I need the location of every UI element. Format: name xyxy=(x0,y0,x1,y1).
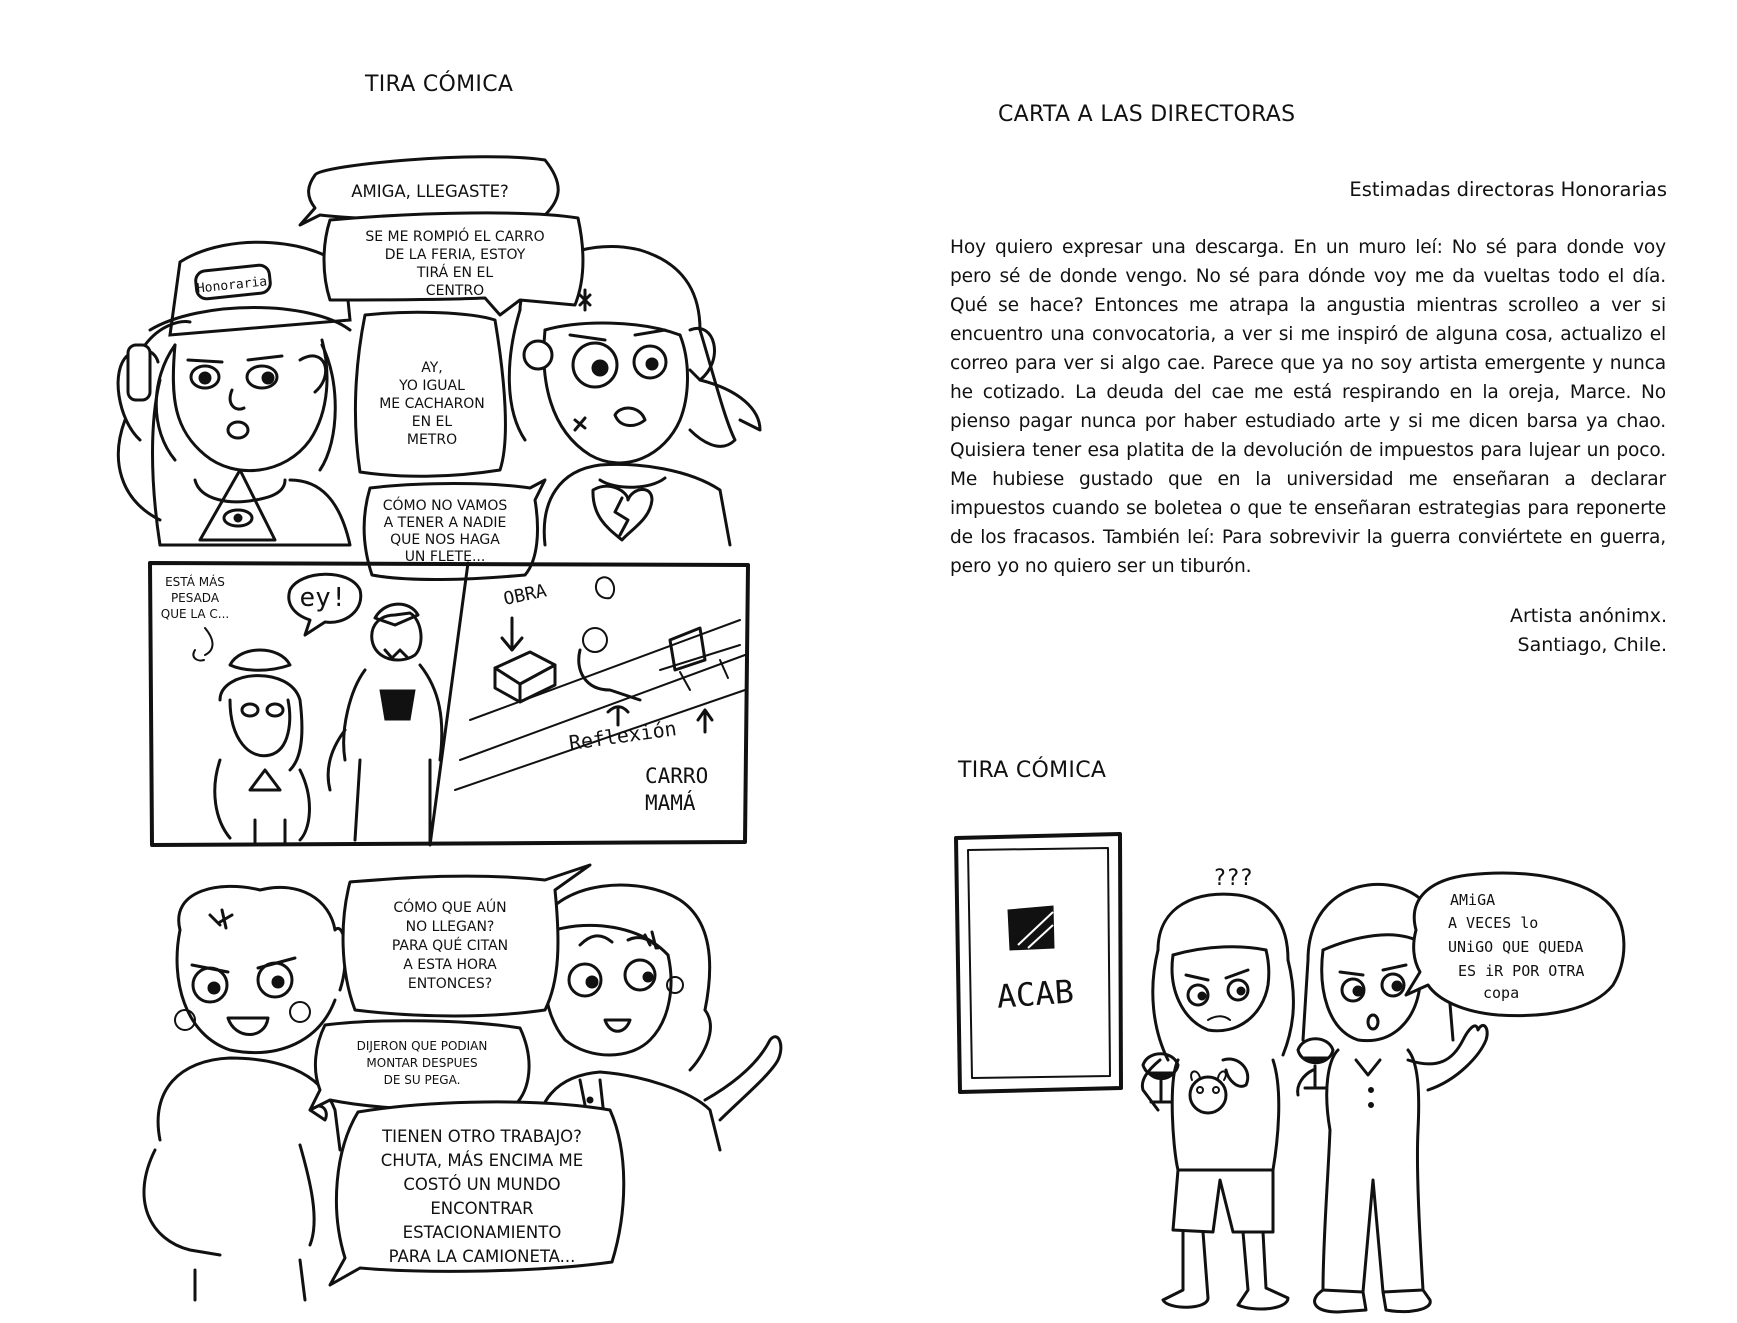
svg-text:PARA QUÉ CITAN: PARA QUÉ CITAN xyxy=(391,938,509,954)
svg-text:YO IGUAL: YO IGUAL xyxy=(399,378,465,394)
signature-author: Artista anónimx. xyxy=(1510,605,1667,627)
svg-text:A TENER A NADIE: A TENER A NADIE xyxy=(383,515,507,531)
svg-text:AY,: AY, xyxy=(421,360,443,376)
speech-bubble-tienen-otro-trabajo xyxy=(330,1102,624,1285)
speech-bubble-dijeron-que xyxy=(310,1021,529,1110)
svg-text:ESTACIONAMIENTO: ESTACIONAMIENTO xyxy=(402,1223,562,1242)
svg-text:???: ??? xyxy=(1213,866,1253,891)
svg-text:ey!: ey! xyxy=(299,583,347,613)
speech-bubble-carro-feria xyxy=(324,213,583,315)
svg-text:OBRA: OBRA xyxy=(501,580,549,610)
svg-text:EN EL: EN EL xyxy=(411,414,453,430)
svg-text:TIRÁ EN EL: TIRÁ EN EL xyxy=(416,265,494,281)
svg-text:DE SU PEGA.: DE SU PEGA. xyxy=(383,1073,461,1087)
right-comic-heading: TIRA CÓMICA xyxy=(958,758,1107,783)
speech-bubble-amiga-a-veces xyxy=(1406,873,1624,1016)
svg-text:TIENEN OTRO TRABAJO?: TIENEN OTRO TRABAJO? xyxy=(382,1127,582,1146)
svg-text:DE LA FERIA, ESTOY: DE LA FERIA, ESTOY xyxy=(384,247,526,263)
letter-greeting: Estimadas directoras Honorarias xyxy=(1349,178,1667,201)
speech-bubble-ay-yo-igual xyxy=(355,312,505,476)
svg-text:ACAB: ACAB xyxy=(995,972,1075,1016)
signature-location: Santiago, Chile. xyxy=(1517,634,1667,656)
shout-bubble-ey xyxy=(289,574,361,635)
girls-walking-illustration xyxy=(215,604,442,842)
svg-text:DIJERON QUE PODIAN: DIJERON QUE PODIAN xyxy=(356,1039,488,1053)
svg-text:METRO: METRO xyxy=(406,432,458,448)
girl-holding-wine-left-illustration xyxy=(1142,894,1293,1309)
question-marks xyxy=(1213,866,1253,891)
letter-body: Hoy quiero expresar una descarga. En un muro leí: No sé para donde voy pero sé de donde vengo. No sé para dónde voy me da vueltas todo el día. Qué se hace? Entonces me atrapa la angustia mientras scrolleo a ver si encuentro una convocatoria, a ver si me inspiró de alguna cosa, actualizo el correo para ver si algo cae. Parece que ya no soy artista emergente y nunca he cotizado. La deuda del cae me está respirando en la oreja, Marce. No pienso pagar nunca por haber estudiado arte y si me dicen barsa ya chao. Quisiera tener esa platita de la devolución de impuestos para lujear un poco. Me hubiese gustado que en la universidad me enseñaran a declarar impuestos cuando se boletea o que te enseñaran estrategias para reponerte de los fracasos. También leí: Para sobrevivir la guerra conviértete en guerra, pero yo no quiero ser un tiburón. xyxy=(950,237,1666,577)
speech-bubble-como-que-aun xyxy=(343,865,590,1016)
comic-panel-1 xyxy=(118,157,760,580)
cap-label: Honoraria xyxy=(196,274,268,297)
svg-text:PESADA: PESADA xyxy=(170,591,220,605)
svg-text:Reflexión: Reflexión xyxy=(567,716,679,755)
svg-text:MONTAR DESPUES: MONTAR DESPUES xyxy=(366,1056,478,1070)
svg-text:ES iR POR OTRA: ES iR POR OTRA xyxy=(1458,962,1585,980)
svg-text:QUE LA C...: QUE LA C... xyxy=(160,607,230,621)
svg-text:ENCONTRAR: ENCONTRAR xyxy=(430,1199,534,1218)
svg-text:NO LLEGAN?: NO LLEGAN? xyxy=(405,919,495,935)
comic-strip-left xyxy=(0,0,868,1323)
left-page-heading: TIRA CÓMICA xyxy=(365,72,514,97)
svg-text:copa: copa xyxy=(1483,984,1520,1002)
comic-strip-right xyxy=(868,0,1737,1323)
svg-text:SE ME ROMPIÓ EL CARRO: SE ME ROMPIÓ EL CARRO xyxy=(365,229,545,245)
svg-text:CÓMO NO VAMOS: CÓMO NO VAMOS xyxy=(382,498,508,514)
svg-text:MAMÁ: MAMÁ xyxy=(645,791,696,815)
svg-text:CARRO: CARRO xyxy=(645,764,709,788)
angry-boy-illustration xyxy=(144,886,345,1300)
svg-text:AMiGA: AMiGA xyxy=(1450,891,1496,909)
svg-text:COSTÓ UN MUNDO: COSTÓ UN MUNDO xyxy=(403,1175,561,1194)
acab-poster-illustration xyxy=(956,834,1121,1092)
comic-panel-3 xyxy=(144,865,781,1300)
right-page xyxy=(868,0,1737,1323)
svg-text:PARA LA CAMIONETA...: PARA LA CAMIONETA... xyxy=(388,1247,576,1266)
girl-with-cap-illustration xyxy=(118,242,350,545)
svg-text:UN FLETE...: UN FLETE... xyxy=(404,549,486,565)
svg-text:CENTRO: CENTRO xyxy=(425,283,485,299)
letter-heading: CARTA A LAS DIRECTORAS xyxy=(998,102,1296,127)
svg-text:A VECES lo: A VECES lo xyxy=(1448,914,1539,932)
svg-text:ESTÁ MÁS: ESTÁ MÁS xyxy=(165,575,225,589)
svg-text:A ESTA HORA: A ESTA HORA xyxy=(403,957,497,973)
street-scene-illustration xyxy=(455,577,745,815)
svg-text:QUE NOS HAGA: QUE NOS HAGA xyxy=(390,532,500,548)
left-page xyxy=(0,0,868,1323)
svg-text:ENTONCES?: ENTONCES? xyxy=(407,976,493,992)
svg-text:CHUTA, MÁS ENCIMA ME: CHUTA, MÁS ENCIMA ME xyxy=(380,1151,584,1170)
svg-text:AMIGA, LLEGASTE?: AMIGA, LLEGASTE? xyxy=(351,182,509,201)
comic-panel-2 xyxy=(150,563,748,845)
svg-text:ME CACHARON: ME CACHARON xyxy=(379,396,485,412)
svg-text:CÓMO QUE AÚN: CÓMO QUE AÚN xyxy=(393,900,507,916)
svg-text:UNiGO QUE QUEDA: UNiGO QUE QUEDA xyxy=(1448,938,1584,956)
